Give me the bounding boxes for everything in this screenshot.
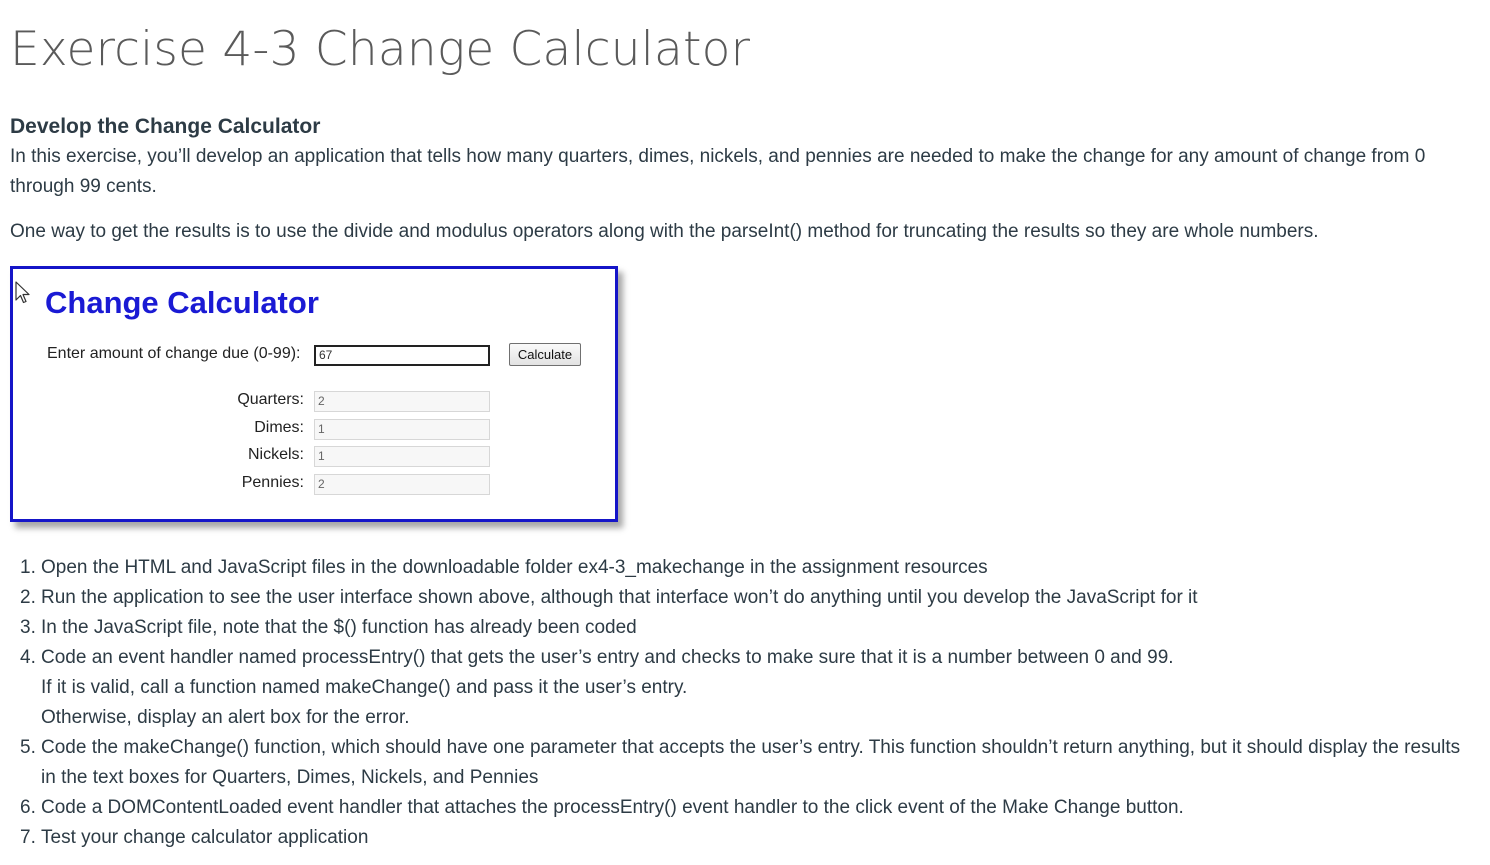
- nickels-label: Nickels:: [247, 446, 304, 463]
- step-item: [10, 613, 1470, 643]
- step-text: Code an event handler named processEntry() that gets the user’s entry and checks to make sure that it is a number between 0 and 99.: [41, 647, 1174, 668]
- intro-paragraph: In this exercise, you’ll develop an application that tells how many quarters, dimes, nickels, and pennies are needed to make the change for any amount of change from 0 through 99 cents.: [10, 146, 1426, 197]
- pennies-output[interactable]: 2: [314, 474, 490, 495]
- step-item: [10, 643, 1470, 733]
- page-title: Exercise 4-3 Change Calculator: [10, 22, 751, 77]
- dimes-output[interactable]: 1: [314, 419, 490, 440]
- step-item: [10, 553, 1470, 583]
- step-text-continued: If it is valid, call a function named makeChange() and pass it the user’s entry.: [41, 677, 688, 698]
- calculate-button[interactable]: Calculate: [509, 343, 581, 366]
- instruction-steps: [10, 553, 1470, 853]
- step-item: [10, 583, 1470, 613]
- step-number: 4.: [20, 647, 36, 668]
- change-calculator-image: [10, 266, 618, 522]
- pennies-label: Pennies:: [241, 474, 304, 491]
- step-text: Open the HTML and JavaScript files in the downloadable folder ex4-3_makechange in the assignment resources: [41, 557, 988, 578]
- nickels-output[interactable]: 1: [314, 446, 490, 467]
- step-text: Code the makeChange() function, which should have one parameter that accepts the user’s entry. This function shouldn’t return anything, but it should display the results in the text boxes for Quarters, Dimes, Nickels, and Pennies: [41, 737, 1461, 788]
- intro-section: [10, 112, 1470, 247]
- quarters-label: Quarters:: [237, 391, 304, 408]
- quarters-output[interactable]: 2: [314, 391, 490, 412]
- step-number: 6.: [20, 797, 36, 818]
- step-number: 2.: [20, 587, 36, 608]
- step-text: Code a DOMContentLoaded event handler that attaches the processEntry() event handler to the click event of the Make Change button.: [41, 797, 1184, 818]
- step-item: [10, 733, 1470, 793]
- dimes-label: Dimes:: [254, 419, 304, 436]
- step-number: 3.: [20, 617, 36, 638]
- step-text-continued: Otherwise, display an alert box for the error.: [41, 707, 410, 728]
- change-amount-input[interactable]: 67: [314, 345, 490, 366]
- step-item: [10, 823, 1470, 853]
- entry-label: Enter amount of change due (0-99):: [47, 345, 301, 362]
- calculator-title: Change Calculator: [45, 285, 319, 320]
- mouse-cursor-icon: [14, 281, 32, 305]
- step-text: Test your change calculator application: [41, 827, 369, 848]
- section-heading: Develop the Change Calculator: [10, 115, 321, 138]
- step-number: 5.: [20, 737, 36, 758]
- step-number: 7.: [20, 827, 36, 848]
- step-number: 1.: [20, 557, 36, 578]
- method-paragraph: One way to get the results is to use the divide and modulus operators along with the parseInt() method for truncating the results so they are whole numbers.: [10, 221, 1319, 242]
- step-text: In the JavaScript file, note that the $() function has already been coded: [41, 617, 637, 638]
- step-text: Run the application to see the user interface shown above, although that interface won’t do anything until you develop the JavaScript for it: [41, 587, 1198, 608]
- step-item: [10, 793, 1470, 823]
